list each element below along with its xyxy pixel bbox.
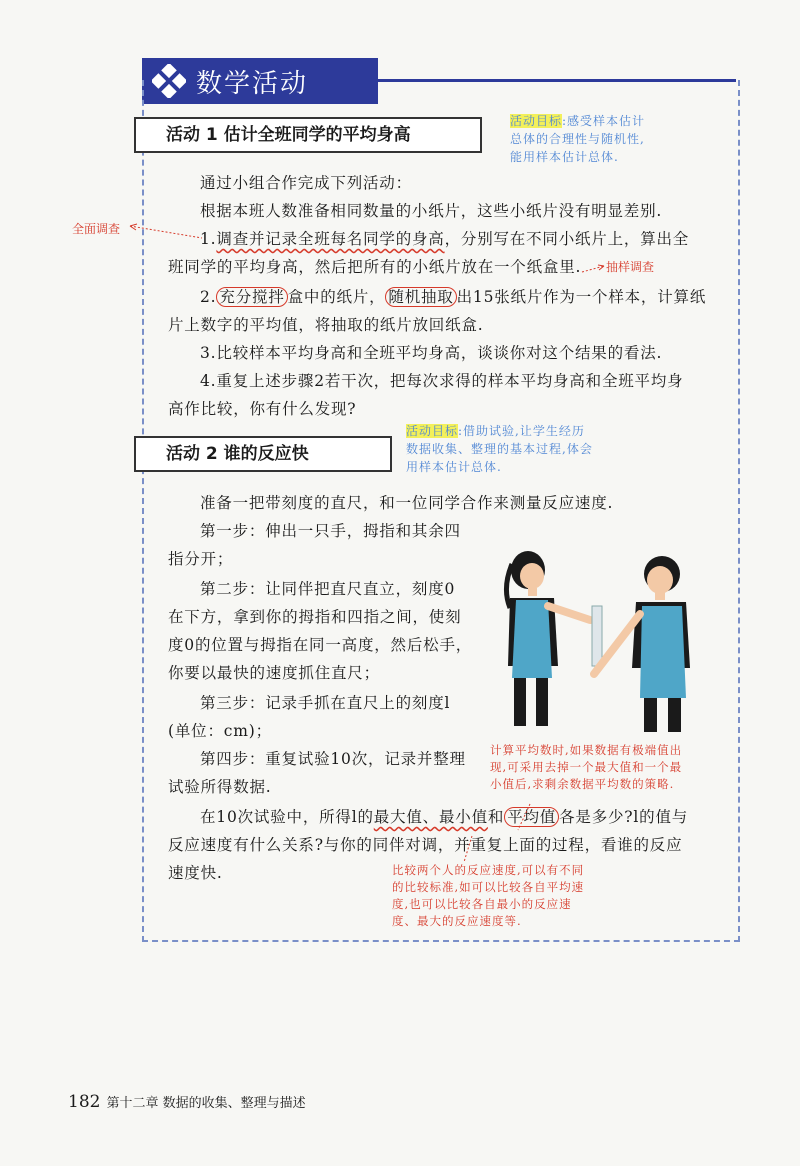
activity1-step4: 4.重复上述步骤2若干次，把每次求得的样本平均身高和全班平均身 [200, 372, 684, 390]
activity2-step4-cont: 试验所得数据. [168, 778, 272, 796]
activity2-intro: 准备一把带刻度的直尺，和一位同学合作来测量反应速度. [200, 494, 614, 512]
activity1-step4-cont: 高作比较，你有什么发现? [168, 400, 357, 418]
section-title: 数学活动 [196, 69, 309, 99]
activity2-goal: 活动目标:借助试验,让学生经历 数据收集、整理的基本过程,体会 用样本估计总体. [406, 424, 593, 474]
chapter-title: 第十二章 数据的收集、整理与描述 [106, 1096, 306, 1111]
activity1-step3: 3.比较样本平均身高和全班平均身高，谈谈你对这个结果的看法. [200, 344, 663, 362]
activity2-step3-cont: (单位：cm)； [168, 722, 272, 740]
activity2-question-l2: 反应速度有什么关系?与你的同伴对调，并重复上面的过程，看谁的反应 [168, 836, 683, 854]
activity1-step2-cont: 片上数字的平均值，将抽取的纸片放回纸盒. [168, 316, 484, 334]
activity2-step1-cont: 指分开； [168, 550, 234, 568]
activity1-prep: 根据本班人数准备相同数量的小纸片，这些小纸片没有明显差别. [200, 202, 663, 220]
activity1-title: 活动 1 估计全班同学的平均身高 [134, 117, 482, 153]
activity2-step2-l3: 度0的位置与拇指在同一高度，然后松手， [168, 636, 473, 654]
note-sample-arrow-icon [580, 262, 606, 276]
activity1-intro: 通过小组合作完成下列活动： [200, 174, 412, 192]
activity2-step2-l2: 在下方，拿到你的拇指和四指之间，使刻 [168, 608, 462, 626]
page-footer [68, 1092, 306, 1112]
note-census-arrow-icon [128, 222, 204, 242]
page-number: 182 [68, 1092, 101, 1112]
note-sample: 抽样调查 [606, 260, 655, 274]
activity1-goal: 活动目标:感受样本估计 总体的合理性与随机性, 能用样本估计总体. [510, 114, 646, 164]
activity2-step1: 第一步：伸出一只手，拇指和其余四 [200, 522, 461, 540]
students-ruler-illustration [490, 548, 712, 738]
activity2-step2: 第二步：让同伴把直尺直立，刻度0 [200, 580, 456, 598]
activity2-question: 在10次试验中，所得l的最大值、最小值和 平均值 各是多少?l的值与 [200, 808, 689, 826]
activity2-title: 活动 2 谁的反应快 [134, 436, 392, 472]
activity2-step4: 第四步：重复试验10次，记录并整理 [200, 750, 466, 768]
activity2-step3: 第三步：记录手抓在直尺上的刻度l [200, 694, 451, 712]
activity2-question-l3: 速度快. [168, 864, 223, 882]
activity1-step1-cont: 班同学的平均身高，然后把所有的小纸片放在一个纸盒里. [168, 258, 582, 276]
note-average-strategy: 计算平均数时,如果数据有极端值出 现,可采用去掉一个最大值和一个最 小值后,求剩余数据平均数的策略. [490, 743, 683, 791]
activity1-step2: 2. 充分搅拌 盒中的纸片， 随机抽取 出15张纸片作为一个样本，计算纸 [200, 288, 707, 306]
note-census: 全面调查 [72, 222, 121, 236]
activity1-step1: 1.调查并记录全班每名同学的身高，分别写在不同小纸片上，算出全 [200, 230, 690, 248]
note-arrows-icon [460, 796, 570, 864]
activity2-step2-l4: 你要以最快的速度抓住直尺； [168, 664, 380, 682]
note-compare-standard: 比较两个人的反应速度,可以有不同 的比较标准,如可以比较各自平均速 度,也可以比较各自最小的反应速 度、最大的反应速度等. [392, 863, 585, 928]
